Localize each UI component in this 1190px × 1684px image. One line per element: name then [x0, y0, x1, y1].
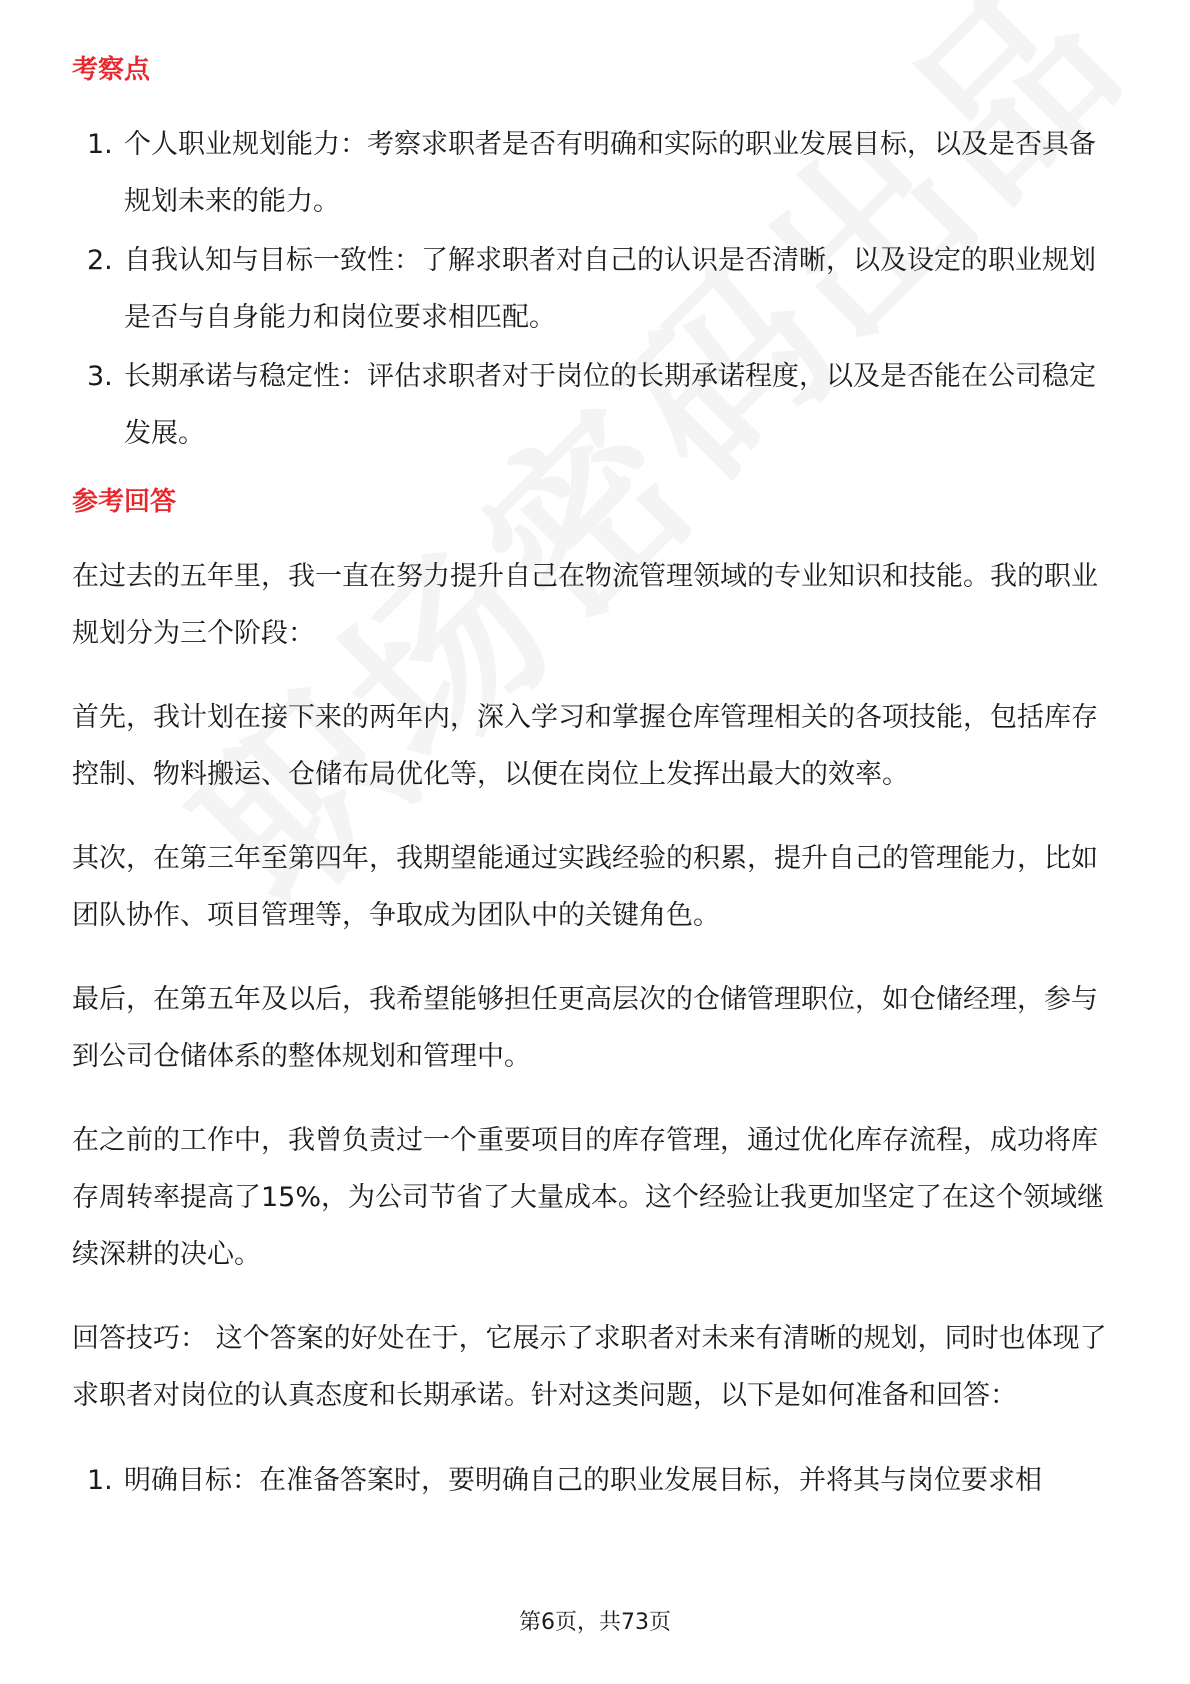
- list-item: [72, 1452, 1122, 1509]
- list-number: 1.: [87, 1465, 113, 1496]
- section-heading-key-points: 考察点: [72, 55, 151, 85]
- page-number: 第6页，共73页: [519, 1610, 671, 1635]
- document-body: [72, 50, 1122, 1509]
- answer-paragraph: 最后，在第五年及以后，我希望能够担任更高层次的仓储管理职位，如仓储经理，参与到公司仓储体系的整体规划和管理中。: [72, 984, 1098, 1072]
- list-item-text: 长期承诺与稳定性：评估求职者对于岗位的长期承诺程度，以及是否能在公司稳定发展。: [124, 361, 1096, 449]
- tips-list: [72, 1452, 1122, 1509]
- list-item: [72, 232, 1122, 346]
- list-item: [72, 116, 1122, 230]
- list-number: 1.: [87, 129, 113, 160]
- list-item-text: 明确目标：在准备答案时，要明确自己的职业发展目标，并将其与岗位要求相: [124, 1465, 1042, 1496]
- list-number: 3.: [87, 361, 113, 392]
- list-item: [72, 348, 1122, 462]
- answer-paragraph: 其次，在第三年至第四年，我期望能通过实践经验的积累，提升自己的管理能力，比如团队协作、项目管理等，争取成为团队中的关键角色。: [72, 843, 1098, 931]
- answer-tips-paragraph: 回答技巧： 这个答案的好处在于，它展示了求职者对未来有清晰的规划，同时也体现了求职者对岗位的认真态度和长期承诺。针对这类问题，以下是如何准备和回答：: [72, 1323, 1107, 1411]
- answer-paragraph: 首先，我计划在接下来的两年内，深入学习和掌握仓库管理相关的各项技能，包括库存控制、物料搬运、仓储布局优化等，以便在岗位上发挥出最大的效率。: [72, 702, 1098, 790]
- list-number: 2.: [87, 245, 113, 276]
- answer-paragraph: 在过去的五年里，我一直在努力提升自己在物流管理领域的专业知识和技能。我的职业规划分为三个阶段：: [72, 561, 1098, 649]
- key-points-list: [72, 116, 1122, 462]
- answer-paragraph: 在之前的工作中，我曾负责过一个重要项目的库存管理，通过优化库存流程，成功将库存周转率提高了15%，为公司节省了大量成本。这个经验让我更加坚定了在这个领域继续深耕的决心。: [72, 1125, 1105, 1270]
- list-item-text: 自我认知与目标一致性：了解求职者对自己的认识是否清晰，以及设定的职业规划是否与自身能力和岗位要求相匹配。: [124, 245, 1096, 333]
- section-heading-reference-answer: 参考回答: [72, 487, 177, 517]
- list-item-text: 个人职业规划能力：考察求职者是否有明确和实际的职业发展目标，以及是否具备规划未来的能力。: [124, 129, 1096, 217]
